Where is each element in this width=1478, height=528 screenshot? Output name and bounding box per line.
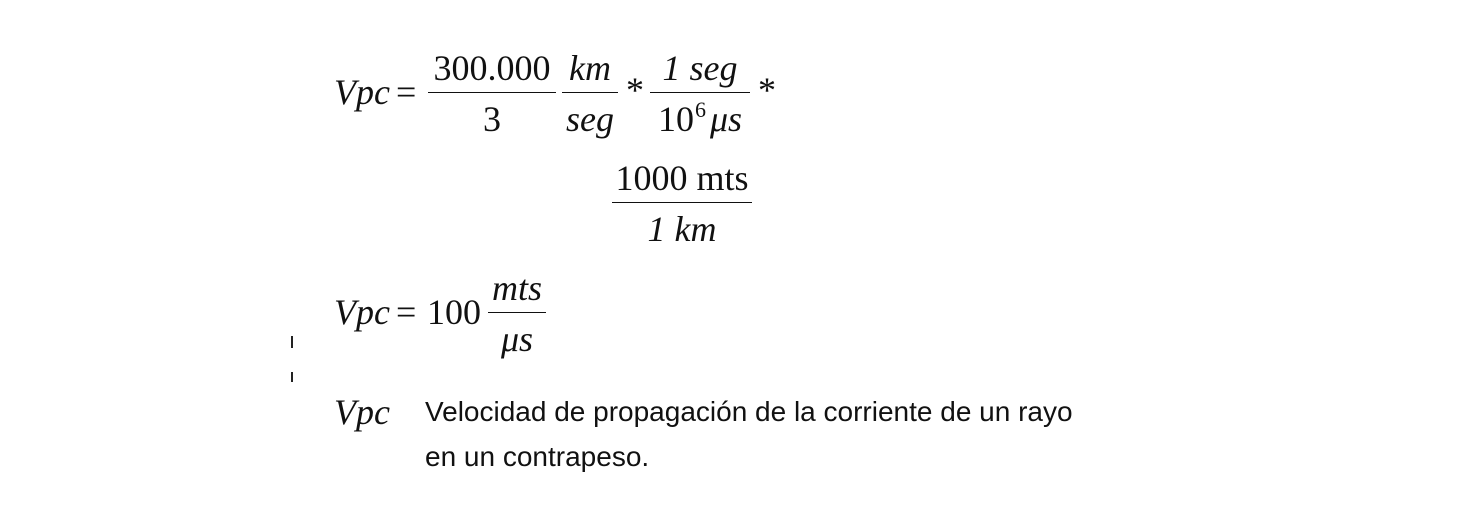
eq1-times-1: * (626, 70, 644, 110)
eq1-equals: = (396, 72, 417, 112)
eq2-coefficient: 100 (427, 292, 481, 332)
eq2-fraction-unit (488, 270, 546, 357)
eq1-frac2-denominator: seg (566, 99, 614, 139)
eq1-fraction-value (428, 50, 556, 137)
fraction-bar (562, 92, 618, 93)
eq1-times-2: * (758, 70, 776, 110)
eq1-frac3-den-unit: μs (709, 99, 743, 139)
fraction-bar (612, 202, 752, 203)
eq1-fraction-time (650, 50, 750, 137)
eq1-frac4-numerator: 1000 mts (615, 158, 749, 198)
eq1-frac3-numerator: 1 seg (662, 48, 738, 88)
fraction-bar (488, 312, 546, 313)
eq1-frac3-den-exponent: 6 (694, 97, 706, 122)
eq1-fraction-distance (612, 160, 752, 247)
eq1-frac4-denominator: 1 km (647, 209, 717, 249)
fraction-bar (650, 92, 750, 93)
eq1-frac1-denominator: 3 (483, 99, 501, 139)
definition-text-line-2: en un contrapeso. (425, 441, 650, 472)
eq1-lhs: Vpc (334, 72, 390, 112)
eq2-lhs: Vpc (334, 292, 390, 332)
definition-symbol: Vpc (334, 392, 390, 432)
fraction-bar (428, 92, 556, 93)
eq1-frac2-numerator: km (569, 48, 611, 88)
eq1-frac3-denominator (650, 97, 750, 139)
margin-mark (291, 372, 293, 382)
eq1-frac3-den-base: 10 (657, 99, 694, 139)
eq1-fraction-unit (562, 50, 618, 137)
eq2-frac-numerator: mts (491, 268, 542, 308)
eq1-frac1-numerator: 300.000 (433, 48, 551, 88)
definition-text-line-1: Velocidad de propagación de la corriente de un rayo (425, 396, 1073, 427)
eq2-frac-denominator: μs (500, 319, 534, 359)
margin-mark (291, 336, 293, 348)
eq2-equals: = (396, 292, 417, 332)
